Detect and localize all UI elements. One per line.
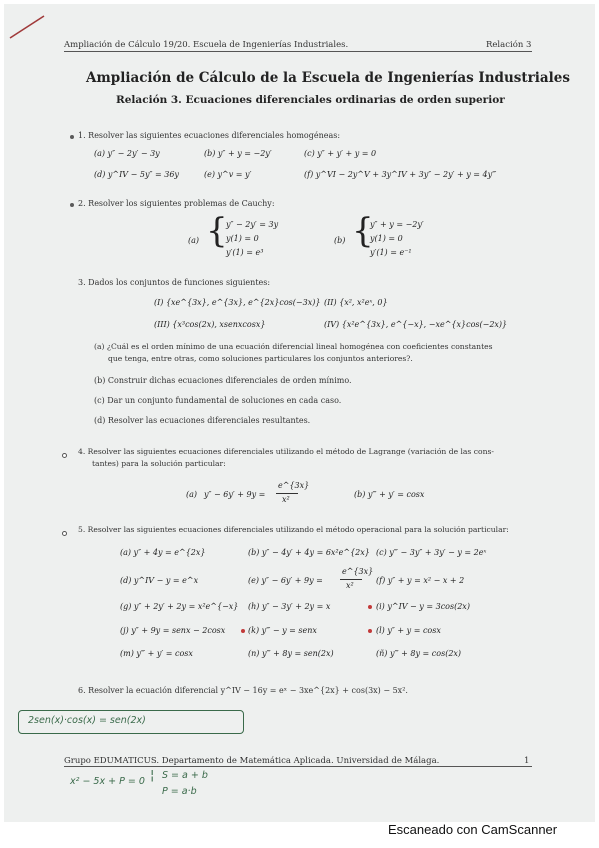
handwritten-sum: S = a + b (162, 770, 208, 781)
problem-3-a-line2: que tenga, entre otras, como soluciones particulares los conjuntos anteriores?. (108, 354, 413, 363)
scanned-page (4, 4, 595, 822)
fraction-bar (340, 579, 362, 580)
problem-1-e: (e) y^v = y′ (204, 170, 252, 179)
document-title: Ampliación de Cálculo de la Escuela de Ingenierías Industriales (86, 70, 570, 86)
problem-4-line1: 4. Resolver las siguientes ecuaciones diferenciales utilizando el método de Lagrange (variación de las cons- (78, 447, 494, 456)
problem-4-a-denominator: x² (282, 495, 290, 504)
problem-5-e: (e) y″ − 6y′ + 9y = (248, 576, 323, 585)
problem-2-b-line3: y′(1) = e⁻¹ (370, 248, 412, 257)
problem-1-c: (c) y″ + y′ + y = 0 (304, 149, 377, 158)
problem-2-a-brace: { (206, 211, 228, 251)
problem-5-k: (k) y‴ − y = senx (248, 626, 317, 635)
problem-5-f: (f) y″ + y = x² − x + 2 (376, 576, 465, 585)
annotation-circle (62, 453, 67, 458)
problem-1-statement: 1. Resolver las siguientes ecuaciones diferenciales homogéneas: (78, 131, 341, 140)
problem-5-c: (c) y‴ − 3y″ + 3y′ − y = 2eˣ (376, 548, 487, 557)
problem-3-set-3: (III) {x³cos(2x), xsenxcosx} (154, 320, 266, 329)
footer-left: Grupo EDUMATICUS. Departamento de Matemática Aplicada. Universidad de Málaga. (64, 756, 440, 766)
problem-3-set-1: (I) {xe^{3x}, e^{3x}, e^{2x}cos(−3x)} (154, 298, 321, 307)
problem-3-c: (c) Dar un conjunto fundamental de soluciones en cada caso. (94, 396, 342, 405)
problem-2-b-line2: y(1) = 0 (370, 234, 403, 243)
problem-6-statement: 6. Resolver la ecuación diferencial y^IV − 16y = eˣ − 3xe^{2x} + cos(3x) − 5x². (78, 686, 408, 695)
problem-5-h: (h) y″ − 3y′ + 2y = x (248, 602, 331, 611)
handwritten-brace: ¦ (150, 768, 155, 783)
red-pen-dot (368, 605, 372, 609)
problem-5-j: (j) y″ + 9y = senx − 2cosx (120, 626, 226, 635)
problem-4-a-numerator: e^{3x} (278, 481, 310, 490)
problem-5-a: (a) y″ + 4y = e^{2x} (120, 548, 206, 557)
footer-page-number: 1 (524, 756, 530, 766)
problem-2-a-line2: y(1) = 0 (226, 234, 259, 243)
problem-4-b: (b) y‴ + y′ = cosx (354, 490, 425, 499)
problem-2-b-line1: y″ + y = −2y′ (370, 220, 424, 229)
header-right: Relación 3 (486, 40, 532, 50)
problem-5-m: (m) y‴ + y′ = cosx (120, 649, 193, 658)
problem-4-line2: tantes) para la solución particular: (92, 459, 226, 468)
handwritten-identity: 2sen(x)·cos(x) = sen(2x) (28, 715, 146, 726)
problem-4-a-label: (a) (186, 490, 198, 499)
problem-5-ñ: (ñ) y‴ + 8y = cos(2x) (376, 649, 462, 658)
problem-2-a-line1: y″ − 2y′ = 3y (226, 220, 279, 229)
header-rule (64, 51, 532, 52)
document-subtitle: Relación 3. Ecuaciones diferenciales ordinarias de orden superior (116, 94, 505, 106)
problem-5-n: (n) y‴ + 8y = sen(2x) (248, 649, 334, 658)
annotation-circle (62, 531, 67, 536)
header-left: Ampliación de Cálculo 19/20. Escuela de Ingenierías Industriales. (64, 40, 349, 50)
handwritten-quadratic: x² − 5x + P = 0 (70, 776, 145, 787)
problem-3-set-2: (II) {x², x²eˣ, 0} (324, 298, 388, 307)
problem-5-g: (g) y″ + 2y′ + 2y = x²e^{−x} (120, 602, 239, 611)
problem-2-b-label: (b) (334, 236, 346, 245)
problem-5-i: (i) y^IV − y = 3cos(2x) (376, 602, 470, 611)
camscanner-watermark: Escaneado con CamScanner (388, 822, 558, 837)
pen-stroke-mark (8, 12, 48, 42)
problem-5-e-denominator: x² (346, 581, 354, 590)
problem-2-statement: 2. Resolver los siguientes problemas de Cauchy: (78, 199, 275, 208)
problem-1-f: (f) y^VI − 2y^V + 3y^IV + 3y″ − 2y′ + y = 4y‴ (304, 170, 497, 179)
fraction-bar (276, 493, 298, 494)
handwritten-product: P = a·b (162, 786, 197, 797)
problem-3-b: (b) Construir dichas ecuaciones diferenciales de orden mínimo. (94, 376, 352, 385)
red-pen-dot (241, 629, 245, 633)
problem-1-a: (a) y″ − 2y′ − 3y (94, 149, 160, 158)
problem-3-d: (d) Resolver las ecuaciones diferenciales resultantes. (94, 416, 311, 425)
red-pen-dot (368, 629, 372, 633)
problem-5-l: (l) y″ + y = cosx (376, 626, 441, 635)
problem-2-a-label: (a) (188, 236, 200, 245)
problem-1-d: (d) y^IV − 5y″ = 36y (94, 170, 179, 179)
problem-3-set-4: (IV) {x²e^{3x}, e^{−x}, −xe^{x}cos(−2x)} (324, 320, 508, 329)
annotation-dot (70, 135, 74, 139)
problem-5-e-numerator: e^{3x} (342, 567, 374, 576)
footer-rule (64, 766, 532, 767)
annotation-dot (70, 203, 74, 207)
problem-1-b: (b) y″ + y = −2y′ (204, 149, 272, 158)
problem-2-a-line3: y′(1) = e³ (226, 248, 264, 257)
problem-2-b-brace: { (352, 211, 374, 251)
problem-5-statement: 5. Resolver las siguientes ecuaciones diferenciales utilizando el método operacional para la solución particular: (78, 525, 509, 534)
problem-5-b: (b) y″ − 4y′ + 4y = 6x²e^{2x} (248, 548, 370, 557)
problem-5-d: (d) y^IV − y = e^x (120, 576, 199, 585)
problem-3-statement: 3. Dados los conjuntos de funciones siguientes: (78, 278, 271, 287)
problem-3-a-line1: (a) ¿Cuál es el orden mínimo de una ecuación diferencial lineal homogénea con coeficientes constantes (94, 342, 493, 351)
problem-4-a-lhs: y″ − 6y′ + 9y = (204, 490, 266, 499)
